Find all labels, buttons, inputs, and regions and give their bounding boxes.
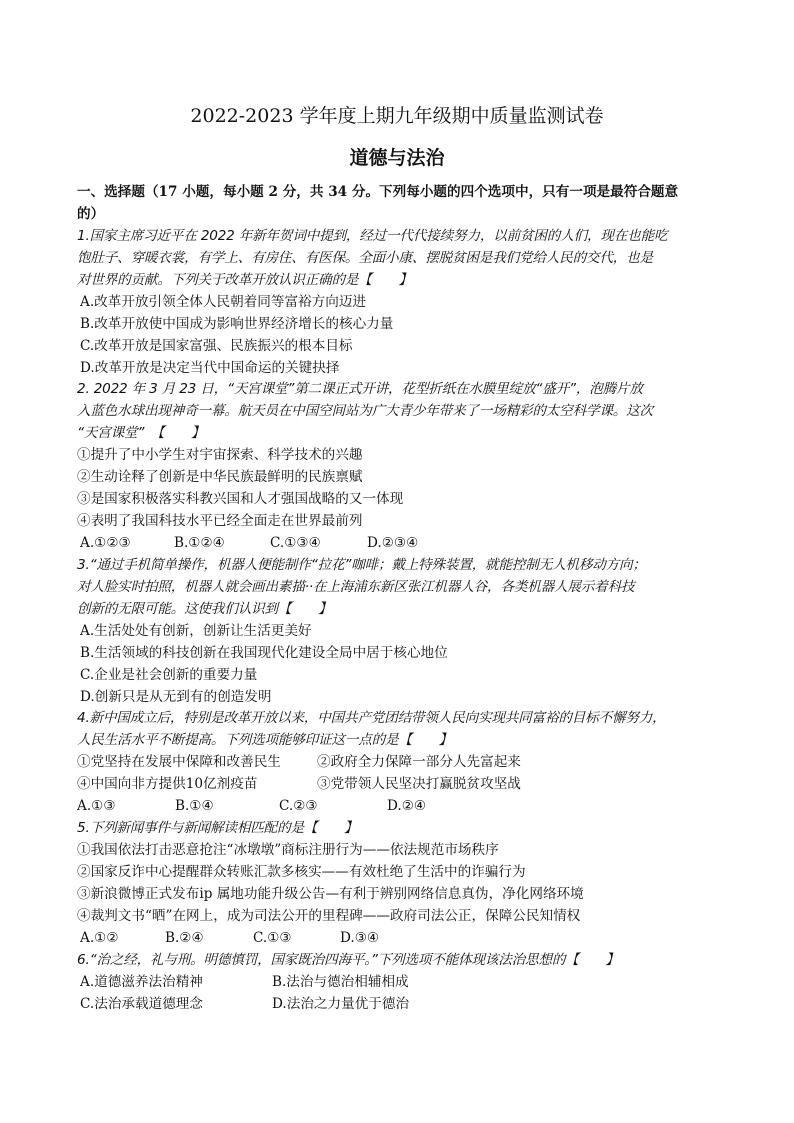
q1-stem-line: 饱肚子、穿暖衣裳，有学上、有房住、有医保。全面小康、摆脱贫困是我们党给人民的交代，也是 (77, 250, 653, 266)
q2-stem-line: “天宫课堂” 【 】 (77, 425, 205, 441)
q6-option-d: D.法治之力量优于德治 (272, 996, 410, 1012)
q3-option-d: D.创新只是从无到有的创造发明 (80, 689, 272, 705)
q5-choice-a: A.①② (80, 930, 119, 946)
q6-option-b: B.法治与德治相辅相成 (272, 974, 409, 990)
q2-item: ②生动诠释了创新是中华民族最鲜明的民族禀赋 (77, 469, 363, 485)
q4-item: ④中国向非方提供10亿剂疫苗 (77, 776, 258, 792)
q4-item: ③党带领人民坚决打赢脱贫攻坚战 (317, 776, 521, 792)
q2-stem-line: 入蓝色水球出现神奇一幕。航天员在中国空间站为广大青少年带来了一场精彩的太空科学课。这次 (77, 403, 653, 419)
q4-choices (77, 796, 737, 818)
q5-item: ①我国依法打击恶意抢注“冰墩墩”商标注册行为——依法规范市场秩序 (77, 842, 499, 858)
q4-item: ②政府全力保障一部分人先富起来 (317, 754, 521, 770)
q4-choice-c: C.②③ (279, 798, 318, 814)
q3-option-c: C.企业是社会创新的重要力量 (80, 667, 258, 683)
q3-stem-line: 创新的无限可能。这使我们认识到【 】 (77, 601, 332, 617)
q5-choice-b: B.②④ (165, 930, 204, 946)
q4-items-row (77, 752, 737, 774)
q6-options-row (80, 972, 740, 994)
q5-choices (80, 928, 740, 950)
q1-option-a: A.改革开放引领全体人民朝着同等富裕方向迈进 (80, 294, 367, 310)
q3-option-b: B.生活领域的科技创新在我国现代化建设全局中居于核心地位 (80, 645, 448, 661)
q2-choice-b: B.①②④ (174, 535, 225, 551)
q2-choices (80, 533, 740, 555)
q2-item: ③是国家积极落实科教兴国和人才强国战略的又一体现 (77, 491, 404, 507)
q4-choice-d: D.②④ (387, 798, 427, 814)
q4-choice-a: A.①③ (77, 798, 116, 814)
q4-item: ①党坚持在发展中保障和改善民生 (77, 754, 281, 770)
q2-stem-line: 2. 2022 年 3 月 23 日，“天宫课堂”第二课正式开讲，花型折纸在水膜里绽放“盛开”，泡腾片放 (77, 381, 643, 397)
exam-title: 2022-2023 学年度上期九年级期中质量监测试卷 (190, 105, 604, 127)
q5-item: ④裁判文书“晒”在网上，成为司法公开的里程碑——政府司法公正，保障公民知情权 (77, 908, 581, 924)
q3-option-a: A.生活处处有创新，创新让生活更美好 (80, 623, 312, 639)
q4-items-row (77, 774, 737, 796)
q2-item: ④表明了我国科技水平已经全面走在世界最前列 (77, 513, 363, 529)
q4-stem-line: 人民生活水平不断提高。下列选项能够印证这一点的是【 】 (77, 732, 453, 748)
q1-stem-line: 1.国家主席习近平在 2022 年新年贺词中提到，经过一代代接续努力，以前贫困的人们，现在也能吃 (77, 228, 668, 244)
q6-option-c: C.法治承载道德理念 (80, 996, 203, 1012)
section-heading-cont: 的） (77, 206, 105, 222)
q1-option-c: C.改革开放是国家富强、民族振兴的根本目标 (80, 338, 353, 354)
q3-stem-line: 对人脸实时拍照，机器人就会画出素描··在上海浦东新区张江机器人谷，各类机器人展示着科技 (77, 579, 635, 595)
q6-stem: 6.“治之经，礼与刑。明德慎罚，国家既治四海平。”下列选项不能体现该法治思想的【 】 (77, 952, 619, 968)
q5-item: ②国家反诈中心提醒群众转账汇款多核实——有效杜绝了生活中的诈骗行为 (77, 864, 526, 880)
q4-stem-line: 4.新中国成立后，特别是改革开放以来，中国共产党团结带领人民向实现共同富裕的目标不懈努力， (77, 710, 666, 726)
q5-choice-c: C.①③ (253, 930, 292, 946)
q1-option-b: B.改革开放使中国成为影响世界经济增长的核心力量 (80, 316, 394, 332)
subject-title: 道德与法治 (349, 147, 445, 169)
q3-stem-line: 3.“通过手机简单操作，机器人便能制作“拉花”咖啡；戴上特殊装置，就能控制无人机移动方向； (77, 557, 646, 573)
q2-choice-a: A.①②③ (80, 535, 131, 551)
q2-choice-c: C.①③④ (270, 535, 321, 551)
q2-choice-d: D.②③④ (367, 535, 419, 551)
q5-item: ③新浪微博正式发布ip 属地功能升级公告—有利于辨别网络信息真伪，净化网络环境 (77, 886, 584, 902)
q4-choice-b: B.①④ (175, 798, 214, 814)
section-heading: 一、选择题（17 小题，每小题 2 分，共 34 分。下列每小题的四个选项中，只有一项是最符合题意 (77, 184, 679, 200)
q6-options-row (80, 994, 740, 1016)
q6-option-a: A.道德滋养法治精神 (80, 974, 203, 990)
q5-choice-d: D.③④ (340, 930, 380, 946)
q5-stem: 5.下列新闻事件与新闻解读相匹配的是【 】 (77, 820, 358, 836)
q1-option-d: D.改革开放是决定当代中国命运的关键抉择 (80, 360, 340, 376)
q2-item: ①提升了中小学生对宇宙探索、科学技术的兴趣 (77, 447, 363, 463)
q1-stem-line: 对世界的贡献。下列关于改革开放认识正确的是【 】 (77, 272, 412, 288)
